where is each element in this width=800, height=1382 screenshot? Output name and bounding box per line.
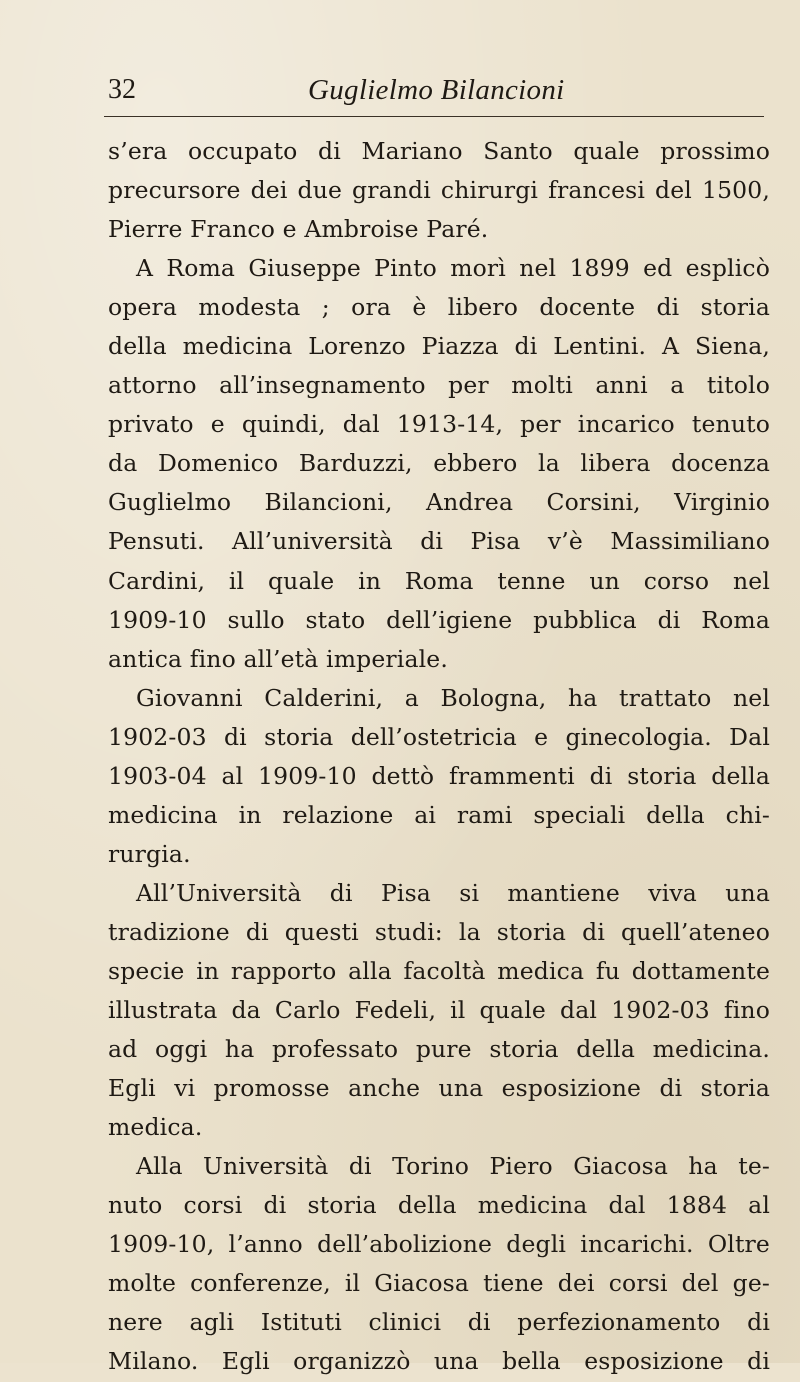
text-line: opera modesta ; ora è libero docente di storia — [108, 293, 770, 322]
text-line: nuto corsi di storia della medicina dal 1884 al — [108, 1191, 770, 1220]
text-line: antica fino all’età imperiale. — [108, 644, 448, 673]
body-text — [108, 132, 770, 1382]
text-line: Alla Università di Torino Piero Giacosa ha te- — [136, 1152, 770, 1181]
text-line: ad oggi ha professato pure storia della medicina. — [108, 1035, 770, 1064]
text-line: Egli vi promosse anche una esposizione di storia — [108, 1074, 770, 1103]
text-line: medica. — [108, 1113, 203, 1142]
text-line: Pensuti. All’università di Pisa v’è Massimiliano — [108, 527, 770, 556]
text-line: attorno all’insegnamento per molti anni a titolo — [108, 371, 770, 400]
text-line: privato e quindi, dal 1913-14, per incarico tenuto — [108, 410, 770, 439]
text-line: nere agli Istituti clinici di perfezionamento di — [108, 1308, 770, 1337]
text-line: Guglielmo Bilancioni, Andrea Corsini, Virginio — [108, 488, 770, 517]
page-number: 32 — [108, 74, 136, 105]
text-line: Pierre Franco e Ambroise Paré. — [108, 215, 489, 244]
text-line: medicina in relazione ai rami speciali della chi- — [108, 800, 770, 829]
text-line: 1909-10 sullo stato dell’igiene pubblica di Roma — [108, 605, 770, 634]
page-header — [108, 70, 758, 110]
text-line: 1903-04 al 1909-10 dettò frammenti di storia della — [108, 761, 770, 790]
text-line: molte conferenze, il Giacosa tiene dei corsi del ge- — [108, 1269, 770, 1298]
text-line: Cardini, il quale in Roma tenne un corso nel — [108, 566, 770, 595]
text-line: Giovanni Calderini, a Bologna, ha trattato nel — [136, 683, 770, 712]
text-line: tradizione di questi studi: la storia di quell’ateneo — [108, 917, 770, 946]
text-line: specie in rapporto alla facoltà medica fu dottamente — [108, 956, 770, 985]
text-line: 1909-10, l’anno dell’abolizione degli incarichi. Oltre — [108, 1230, 770, 1259]
text-line: Milano. Egli organizzò una bella esposizione di — [108, 1347, 770, 1376]
text-line: precursore dei due grandi chirurgi francesi del 1500, — [108, 176, 770, 205]
text-line: illustrata da Carlo Fedeli, il quale dal 1902-03 fino — [108, 996, 770, 1025]
header-rule — [104, 116, 764, 117]
text-line: rurgia. — [108, 839, 191, 868]
text-line: A Roma Giuseppe Pinto morì nel 1899 ed esplicò — [136, 254, 770, 283]
text-line: s’era occupato di Mariano Santo quale prossimo — [108, 137, 770, 165]
text-line: della medicina Lorenzo Piazza di Lentini. A Siena, — [108, 332, 770, 361]
running-head: Guglielmo Bilancioni — [308, 74, 565, 106]
text-line: da Domenico Barduzzi, ebbero la libera docenza — [108, 449, 770, 478]
text-line: 1902-03 di storia dell’ostetricia e ginecologia. Dal — [108, 722, 770, 751]
text-line: All’Università di Pisa si mantiene viva una — [136, 878, 770, 907]
